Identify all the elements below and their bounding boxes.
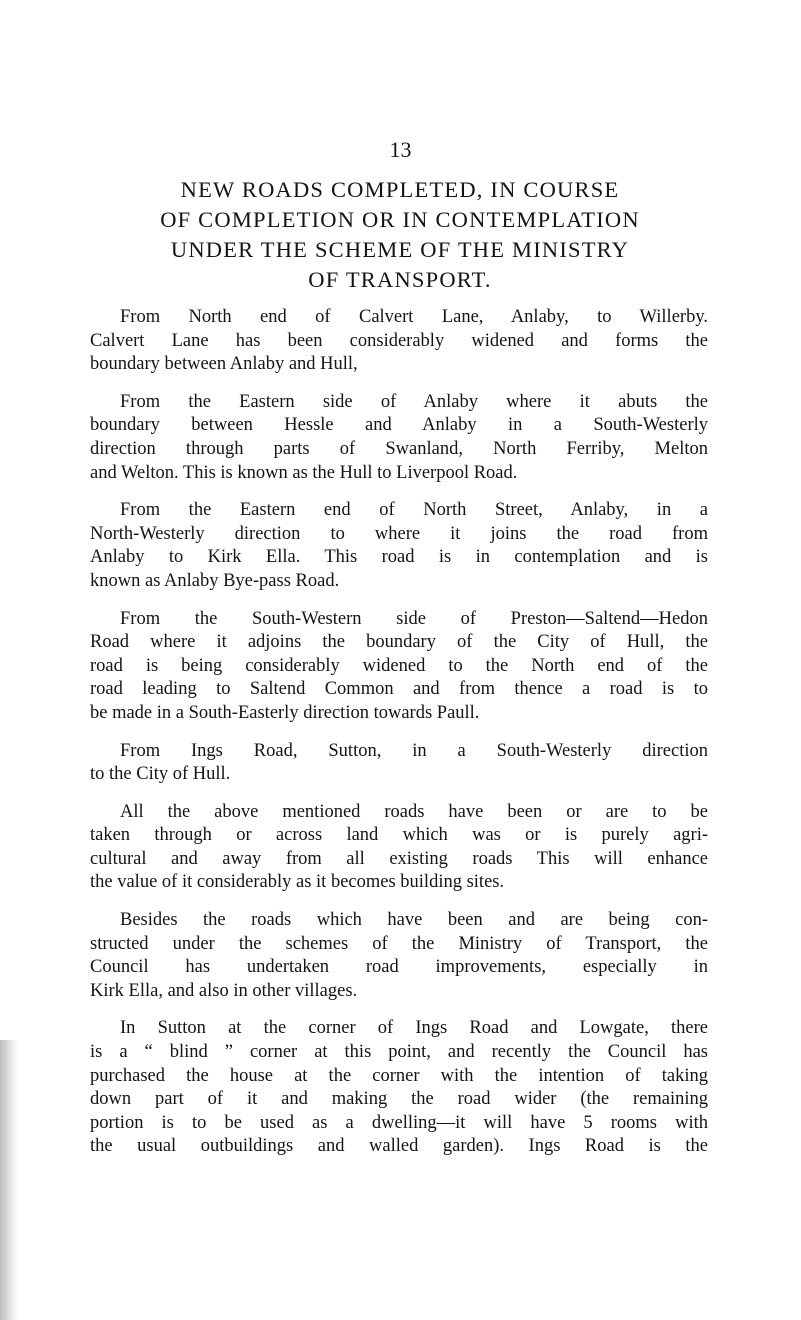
- text-line: From the Eastern side of Anlaby where it abuts the: [120, 391, 708, 412]
- text-line: boundary between Hessle and Anlaby in a South-Westerly: [90, 415, 708, 436]
- text-line: From the South-Western side of Preston—Saltend—Hedon: [120, 608, 708, 629]
- text-line: the value of it considerably as it becomes building sites.: [90, 872, 505, 893]
- text-line: structed under the schemes of the Ministry of Transport, the: [90, 933, 708, 954]
- text-line: be made in a South-Easterly direction towards Paull.: [90, 702, 480, 723]
- text-line: taken through or across land which was or is purely agri-: [90, 825, 708, 846]
- text-line: Kirk Ella, and also in other villages.: [90, 980, 358, 1001]
- paragraph-preston-saltend-hedon: [90, 608, 708, 726]
- text-line: is a “ blind ” corner at this point, and recently the Council has: [90, 1042, 708, 1063]
- text-line: All the above mentioned roads have been or are to be: [120, 801, 708, 822]
- text-line: down part of it and making the road wider (the remaining: [90, 1089, 708, 1110]
- heading-line: UNDER THE SCHEME OF THE MINISTRY: [170, 237, 630, 262]
- section-heading: [60, 175, 740, 295]
- text-line: cultural and away from all existing roads This will enhance: [90, 848, 708, 869]
- text-line: portion is to be used as a dwelling—it will have 5 rooms with: [90, 1112, 708, 1133]
- text-line: Anlaby to Kirk Ella. This road is in contemplation and is: [90, 547, 708, 568]
- text-line: direction through parts of Swanland, North Ferriby, Melton: [90, 438, 708, 459]
- heading-line: OF COMPLETION OR IN CONTEMPLATION: [160, 207, 640, 232]
- text-line: purchased the house at the corner with the intention of taking: [90, 1065, 708, 1086]
- text-line: Council has undertaken road improvements, especially in: [90, 957, 708, 978]
- paragraph-hull-liverpool-road: [90, 391, 708, 485]
- text-line: North-Westerly direction to where it joins the road from: [90, 523, 708, 544]
- text-line: to the City of Hull.: [90, 764, 231, 785]
- text-line: known as Anlaby Bye-pass Road.: [90, 570, 340, 591]
- body-text: [90, 306, 708, 1173]
- paragraph-calvert-lane: [90, 306, 708, 377]
- text-line: Calvert Lane has been considerably widened and forms the: [90, 330, 708, 351]
- text-line: Besides the roads which have been and are being con-: [120, 910, 708, 931]
- text-line: road leading to Saltend Common and from thence a road is to: [90, 679, 708, 700]
- text-line: the usual outbuildings and walled garden). Ings Road is the: [90, 1136, 708, 1157]
- text-line: From the Eastern end of North Street, Anlaby, in a: [120, 500, 708, 521]
- paragraph-sutton-blind-corner: [90, 1017, 708, 1159]
- text-line: From Ings Road, Sutton, in a South-Westerly direction: [120, 740, 708, 761]
- text-line: Road where it adjoins the boundary of the City of Hull, the: [90, 632, 708, 653]
- heading-line: OF TRANSPORT.: [308, 267, 492, 292]
- text-line: and Welton. This is known as the Hull to Liverpool Road.: [90, 462, 518, 483]
- text-line: road is being considerably widened to the North end of the: [90, 655, 708, 676]
- paragraph-council-improvements: [90, 909, 708, 1003]
- heading-line: NEW ROADS COMPLETED, IN COURSE: [180, 177, 620, 202]
- text-line: In Sutton at the corner of Ings Road and Lowgate, there: [120, 1018, 708, 1039]
- paragraph-building-sites: [90, 801, 708, 895]
- text-line: From North end of Calvert Lane, Anlaby, to Willerby.: [120, 307, 708, 327]
- page-number: 13: [389, 137, 412, 162]
- paragraph-anlaby-bye-pass: [90, 499, 708, 593]
- text-line: boundary between Anlaby and Hull,: [90, 354, 358, 375]
- page-edge-shadow: [0, 1040, 18, 1320]
- paragraph-ings-road: [90, 740, 708, 787]
